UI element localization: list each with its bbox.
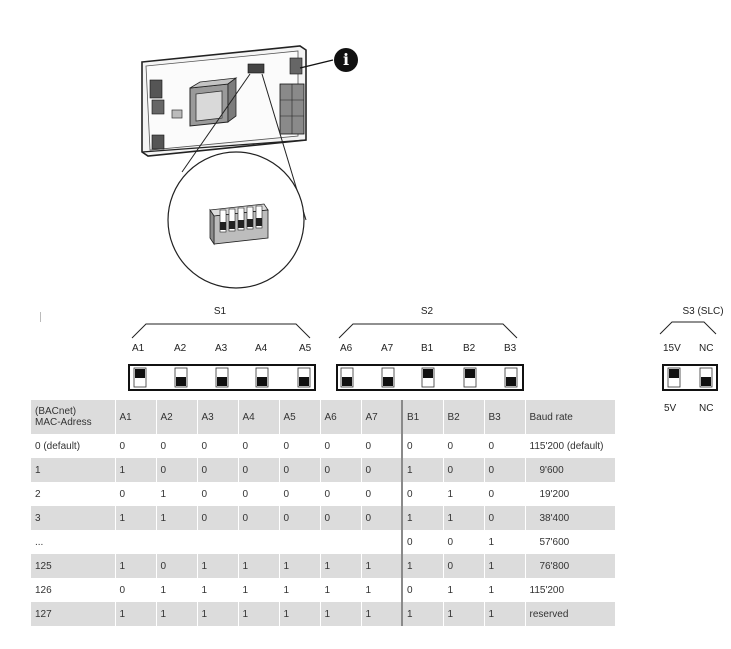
switch-label-a5: A5 — [299, 343, 312, 354]
switch-bit-cell: 0 — [238, 482, 279, 506]
switch-label-a6: A6 — [340, 343, 353, 354]
switch-bit-cell: 1 — [443, 602, 484, 626]
switch-label-a4: A4 — [255, 343, 268, 354]
switch-bit-cell: 0 — [115, 482, 156, 506]
s3-switch-voltage — [668, 368, 680, 387]
mac-address-cell: 3 — [31, 506, 115, 530]
table-row — [31, 434, 615, 458]
header-mac-line1: (BACnet) — [35, 406, 77, 417]
s1-switch-a5 — [298, 368, 310, 387]
switch-bit-cell: 1 — [484, 554, 525, 578]
switch-bit-cell: 1 — [156, 482, 197, 506]
s3-label-15v: 15V — [663, 343, 681, 354]
mac-address-cell: 126 — [31, 578, 115, 602]
s1-dip-switch — [128, 364, 318, 392]
switch-bit-cell: 1 — [320, 602, 361, 626]
switch-label-b2: B2 — [463, 343, 476, 354]
switch-bit-cell: 1 — [361, 554, 402, 578]
switch-bit-cell: 1 — [402, 554, 443, 578]
switch-bit-cell: 0 — [484, 506, 525, 530]
mac-address-table — [31, 400, 616, 626]
switch-bit-cell: 0 — [197, 458, 238, 482]
baud-rate-cell: 76'800 — [525, 554, 615, 578]
switch-bit-cell: 0 — [443, 554, 484, 578]
s2-switch-a7 — [382, 368, 394, 387]
s3-dip-switch — [662, 364, 720, 392]
switch-bit-cell: 0 — [361, 506, 402, 530]
magnifier-circle — [168, 152, 304, 288]
s1-switch-a4 — [256, 368, 268, 387]
baud-rate-cell: 38'400 — [525, 506, 615, 530]
device-illustration — [130, 40, 370, 300]
switch-bit-cell: 0 — [115, 434, 156, 458]
switch-bit-cell: 0 — [320, 506, 361, 530]
s2-dip-switch — [336, 364, 526, 392]
switch-bit-cell: 1 — [238, 578, 279, 602]
switch-bit-cell: 0 — [320, 458, 361, 482]
switch-bit-cell: 1 — [361, 602, 402, 626]
switch-bit-cell: 0 — [402, 530, 443, 554]
switch-bit-cell: 0 — [197, 482, 238, 506]
switch-bit-cell: 1 — [156, 578, 197, 602]
s3-bracket — [658, 318, 722, 336]
switch-bit-cell: 1 — [115, 554, 156, 578]
switch-bit-cell: 0 — [238, 506, 279, 530]
switch-bit-cell: 1 — [156, 506, 197, 530]
switch-bit-cell — [320, 530, 361, 554]
switch-bit-cell: 0 — [279, 458, 320, 482]
info-callout-icon — [334, 48, 358, 72]
s1-group-label: S1 — [213, 306, 227, 317]
s3-label-5v: 5V — [664, 403, 677, 414]
s3-group-label: S3 (SLC) — [682, 306, 724, 317]
pcb-dip-switch — [248, 64, 264, 73]
mac-address-cell: 125 — [31, 554, 115, 578]
header-a3: A3 — [197, 400, 238, 434]
switch-bit-cell: 1 — [361, 578, 402, 602]
baud-rate-cell: 115'200 — [525, 578, 615, 602]
s1-switch-a2 — [175, 368, 187, 387]
s1-switch-a3 — [216, 368, 228, 387]
switch-bit-cell: 1 — [443, 482, 484, 506]
switch-bit-cell: 1 — [484, 602, 525, 626]
switch-bit-cell: 0 — [443, 530, 484, 554]
switch-bit-cell — [115, 530, 156, 554]
switch-bit-cell: 1 — [115, 602, 156, 626]
switch-bit-cell: 1 — [115, 506, 156, 530]
switch-bit-cell: 0 — [443, 434, 484, 458]
switch-bit-cell: 0 — [320, 482, 361, 506]
mac-address-cell: 0 (default) — [31, 434, 115, 458]
switch-label-a1: A1 — [132, 343, 145, 354]
switch-bit-cell — [197, 530, 238, 554]
switch-bit-cell: 1 — [443, 578, 484, 602]
info-callout-label: i — [342, 50, 350, 69]
header-mac-address — [31, 400, 115, 434]
switch-bit-cell: 1 — [279, 602, 320, 626]
mac-address-cell: ... — [31, 530, 115, 554]
switch-bit-cell: 0 — [115, 578, 156, 602]
header-a7: A7 — [361, 400, 402, 434]
table-body — [31, 434, 615, 626]
switch-label-b1: B1 — [421, 343, 434, 354]
table-row — [31, 554, 615, 578]
switch-bit-cell: 0 — [320, 434, 361, 458]
switch-bit-cell: 1 — [484, 578, 525, 602]
header-b2: B2 — [443, 400, 484, 434]
baud-rate-cell: 19'200 — [525, 482, 615, 506]
switch-bit-cell: 0 — [279, 506, 320, 530]
table-row — [31, 506, 615, 530]
s1-bracket — [130, 318, 315, 340]
switch-bit-cell: 1 — [238, 602, 279, 626]
switch-bit-cell: 1 — [156, 602, 197, 626]
switch-bit-cell — [361, 530, 402, 554]
switch-bit-cell: 1 — [320, 554, 361, 578]
switch-bit-cell: 0 — [361, 482, 402, 506]
switch-bit-cell: 0 — [156, 458, 197, 482]
baud-rate-cell: 9'600 — [525, 458, 615, 482]
switch-bit-cell: 0 — [402, 434, 443, 458]
margin-mark — [40, 312, 41, 322]
switch-bit-cell: 0 — [402, 578, 443, 602]
switch-bit-cell: 0 — [156, 434, 197, 458]
switch-bit-cell: 0 — [443, 458, 484, 482]
switch-bit-cell: 0 — [279, 434, 320, 458]
header-b1: B1 — [402, 400, 443, 434]
switch-bit-cell: 0 — [238, 458, 279, 482]
s2-bracket — [337, 318, 522, 340]
header-baud-rate: Baud rate — [525, 400, 615, 434]
s3-switch-nc — [700, 368, 712, 387]
switch-bit-cell: 1 — [484, 530, 525, 554]
switch-bit-cell — [156, 530, 197, 554]
mac-address-cell: 1 — [31, 458, 115, 482]
switch-bit-cell: 1 — [320, 578, 361, 602]
s2-switch-b3 — [505, 368, 517, 387]
table-row — [31, 578, 615, 602]
baud-rate-cell: reserved — [525, 602, 615, 626]
switch-bit-cell: 0 — [361, 458, 402, 482]
header-a6: A6 — [320, 400, 361, 434]
s2-group-label: S2 — [420, 306, 434, 317]
switch-label-a7: A7 — [381, 343, 394, 354]
s2-switch-a6 — [341, 368, 353, 387]
s3-label-nc-bottom: NC — [699, 403, 714, 414]
table-header-row — [31, 400, 615, 434]
switch-bit-cell: 0 — [197, 434, 238, 458]
switch-label-a2: A2 — [174, 343, 187, 354]
switch-bit-cell — [238, 530, 279, 554]
switch-bit-cell: 1 — [402, 458, 443, 482]
switch-bit-cell: 1 — [402, 506, 443, 530]
switch-bit-cell: 0 — [238, 434, 279, 458]
transformer-block — [190, 78, 236, 126]
header-a1: A1 — [115, 400, 156, 434]
switch-label-b3: B3 — [504, 343, 517, 354]
switch-bit-cell: 1 — [197, 602, 238, 626]
switch-bit-cell: 1 — [402, 602, 443, 626]
switch-bit-cell: 0 — [484, 458, 525, 482]
switch-bit-cell: 0 — [484, 434, 525, 458]
header-a5: A5 — [279, 400, 320, 434]
baud-rate-cell: 115'200 (default) — [525, 434, 615, 458]
s2-switch-b1 — [422, 368, 434, 387]
table-row — [31, 482, 615, 506]
s1-switch-a1 — [134, 368, 146, 387]
mac-address-cell: 2 — [31, 482, 115, 506]
switch-bit-cell: 0 — [197, 506, 238, 530]
switch-bit-cell: 1 — [197, 578, 238, 602]
mac-address-cell: 127 — [31, 602, 115, 626]
table-row — [31, 530, 615, 554]
header-a2: A2 — [156, 400, 197, 434]
switch-bit-cell: 1 — [279, 578, 320, 602]
table-row — [31, 458, 615, 482]
switch-bit-cell: 0 — [484, 482, 525, 506]
switch-bit-cell: 0 — [279, 482, 320, 506]
switch-bit-cell: 1 — [115, 458, 156, 482]
switch-bit-cell: 0 — [361, 434, 402, 458]
switch-bit-cell: 1 — [443, 506, 484, 530]
header-mac-line2: MAC-Adress — [35, 417, 92, 428]
s2-switch-b2 — [464, 368, 476, 387]
switch-bit-cell: 0 — [402, 482, 443, 506]
switch-bit-cell: 1 — [238, 554, 279, 578]
switch-label-a3: A3 — [215, 343, 228, 354]
switch-bit-cell — [279, 530, 320, 554]
switch-bit-cell: 0 — [156, 554, 197, 578]
baud-rate-cell: 57'600 — [525, 530, 615, 554]
switch-bit-cell: 1 — [197, 554, 238, 578]
switch-bit-cell: 1 — [279, 554, 320, 578]
header-a4: A4 — [238, 400, 279, 434]
s3-label-nc-top: NC — [699, 343, 714, 354]
dip-switch-zoom — [210, 204, 268, 244]
table-row — [31, 602, 615, 626]
header-b3: B3 — [484, 400, 525, 434]
